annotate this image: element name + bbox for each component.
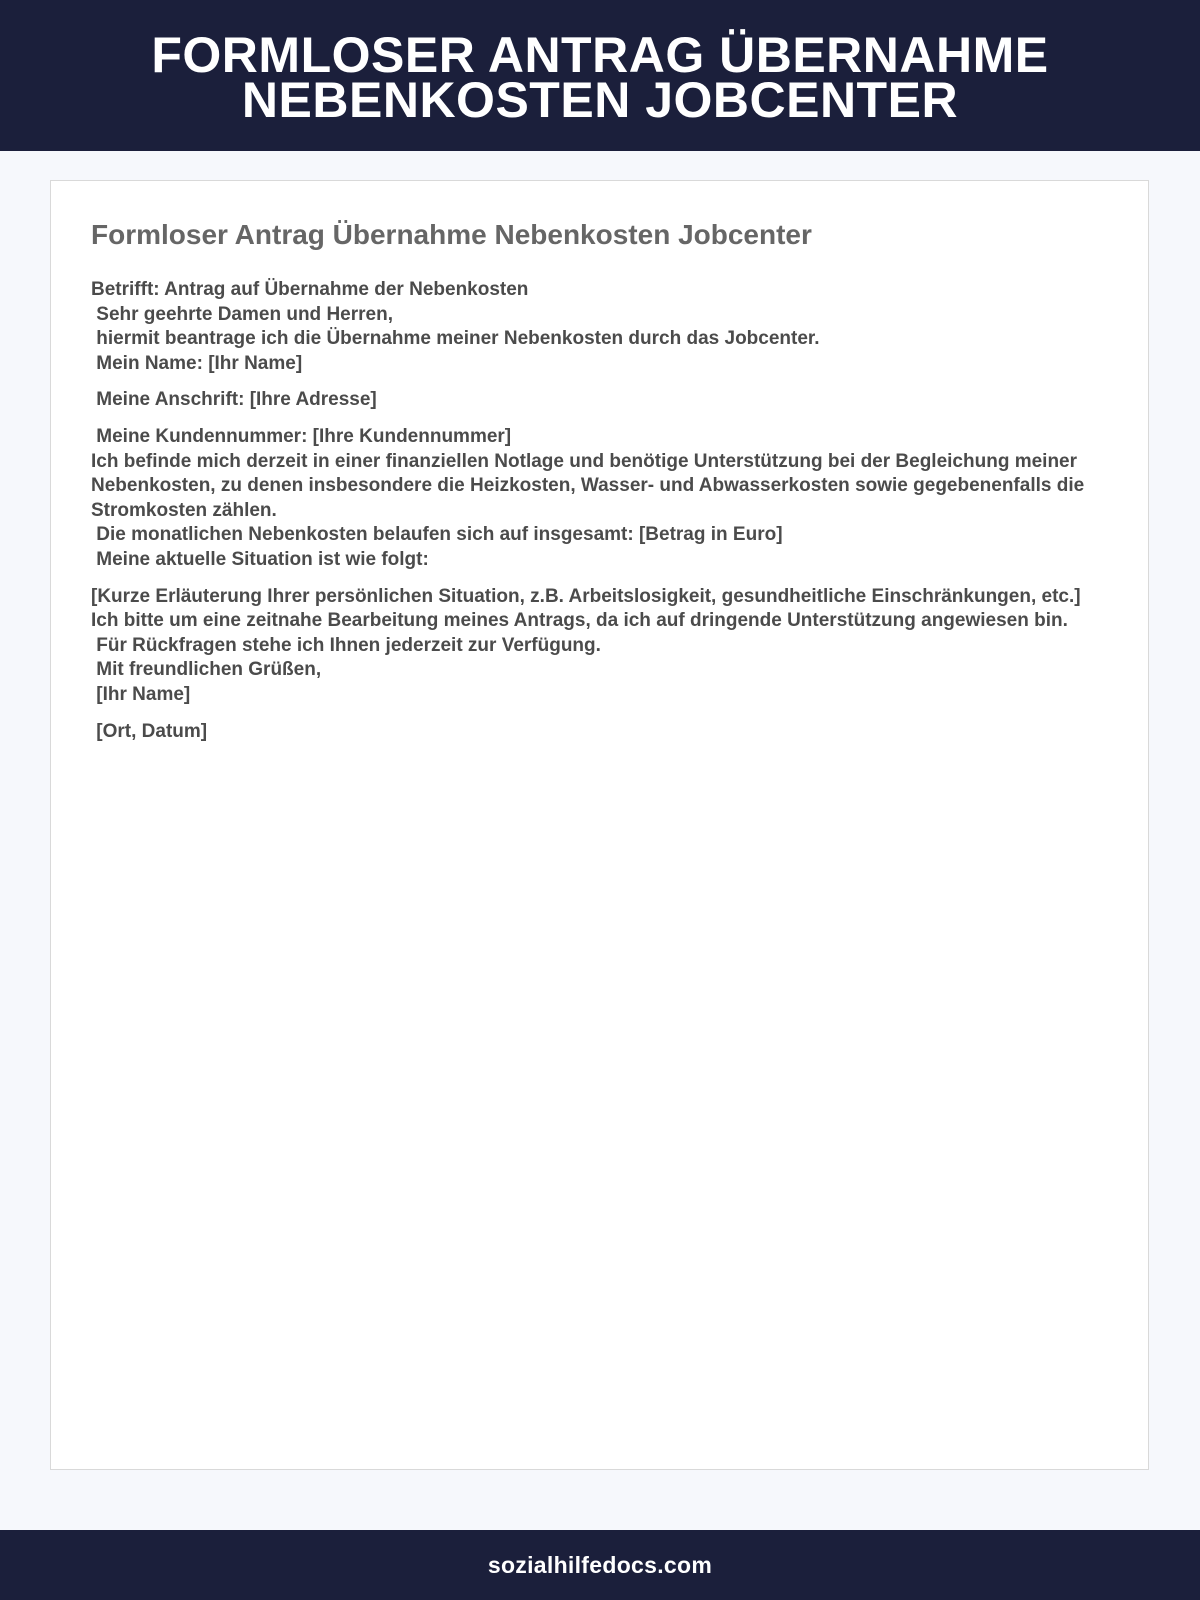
current-situation-line: Meine aktuelle Situation ist wie folgt: xyxy=(91,548,429,570)
document-card xyxy=(50,180,1149,1470)
signature-name-line: [Ihr Name] xyxy=(91,683,191,705)
page-header xyxy=(0,0,1200,151)
request-line: hiermit beantrage ich die Übernahme meiner Nebenkosten durch das Jobcenter. xyxy=(91,328,820,350)
name-field-line: Mein Name: [Ihr Name] xyxy=(91,352,303,374)
page-title-line-1: FORMLOSER ANTRAG ÜBERNAHME xyxy=(151,26,1049,83)
salutation-line: Sehr geehrte Damen und Herren, xyxy=(91,303,393,325)
urgency-paragraph: Ich bitte um eine zeitnahe Bearbeitung meines Antrags, da ich auf dringende Unterstützung angewiesen bin. xyxy=(91,610,1068,632)
customer-number-line: Meine Kundennummer: [Ihre Kundennummer] xyxy=(91,425,512,447)
subject-line: Betrifft: Antrag auf Übernahme der Nebenkosten xyxy=(91,279,529,300)
address-field-line: Meine Anschrift: [Ihre Adresse] xyxy=(91,389,377,411)
page-title-line-2: NEBENKOSTEN JOBCENTER xyxy=(241,71,959,128)
contact-line: Für Rückfragen stehe ich Ihnen jederzeit zur Verfügung. xyxy=(91,634,601,656)
situation-paragraph: Ich befinde mich derzeit in einer finanziellen Notlage und benötige Unterstützung bei der Begleichung meiner Nebenkosten, zu denen insbesondere die Heizkosten, Wasser- und Abwasserkosten sowie gegebenenfalls die Stromkosten zählen. xyxy=(91,450,1090,521)
footer-site-link[interactable]: sozialhilfedocs.com xyxy=(487,1551,713,1578)
page-title xyxy=(151,26,1049,128)
document-title: Formloser Antrag Übernahme Nebenkosten Jobcenter xyxy=(91,219,812,250)
monthly-costs-line: Die monatlichen Nebenkosten belaufen sich auf insgesamt: [Betrag in Euro] xyxy=(91,524,783,546)
place-date-line: [Ort, Datum] xyxy=(91,720,208,742)
situation-explanation-placeholder: [Kurze Erläuterung Ihrer persönlichen Situation, z.B. Arbeitslosigkeit, gesundheitliche Einschränkungen, etc.] xyxy=(91,585,1081,607)
document-body xyxy=(91,278,1091,744)
closing-line: Mit freundlichen Grüßen, xyxy=(91,659,322,681)
page-footer xyxy=(0,1530,1200,1600)
